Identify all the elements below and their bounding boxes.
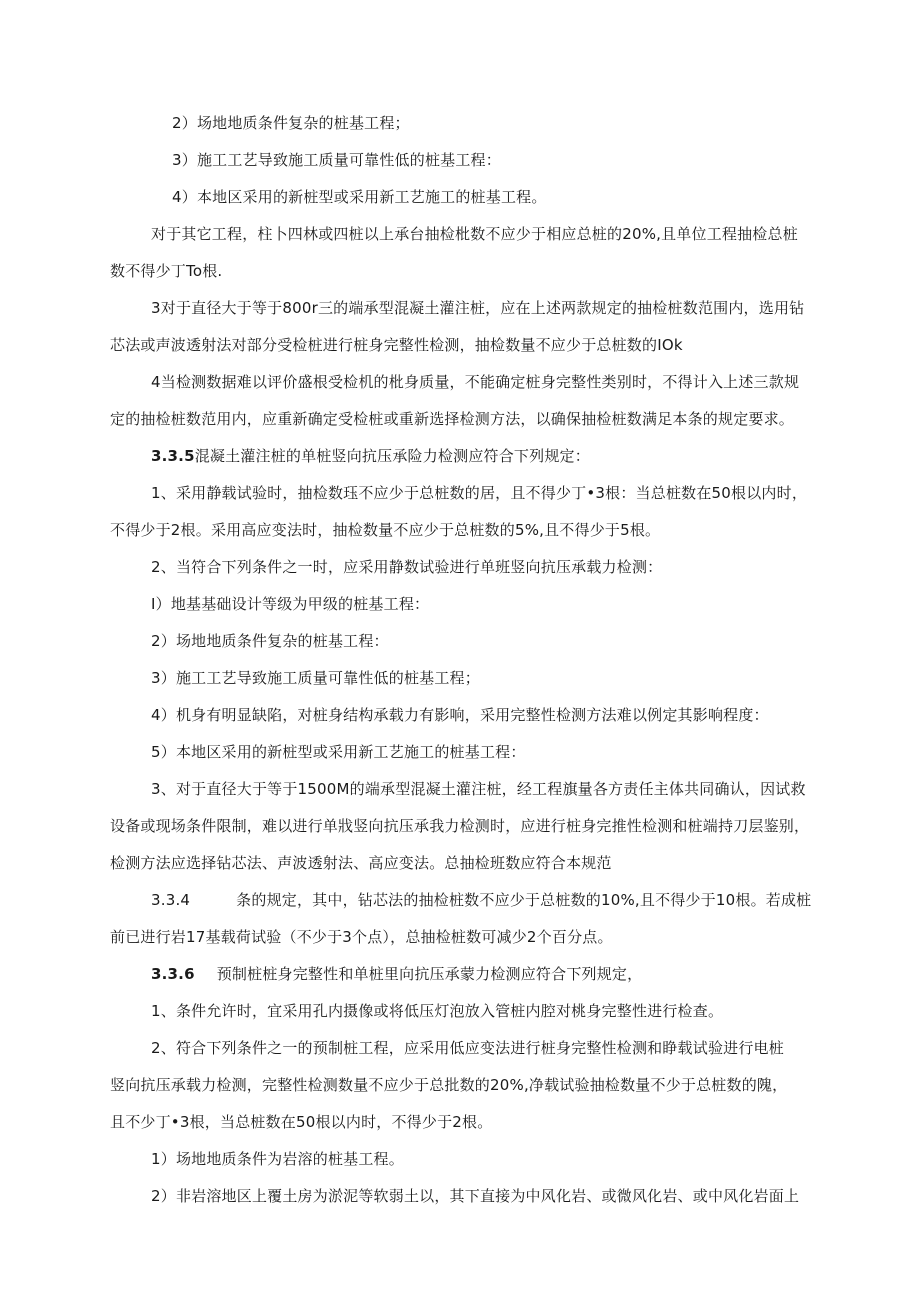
text-line: 2、当符合下列条件之一时，应采用静数试验进行单班竖向抗压承载力检测：	[151, 558, 663, 576]
text-line: 4）本地区采用的新桩型或采用新工艺施工的桩基工程。	[172, 188, 547, 206]
text-line: 1）场地地质条件为岩溶的桩基工程。	[151, 1150, 404, 1168]
text-line: 竖向抗压承载力检测，完整性检测数量不应少于总批数的20%,净载试验抽检数量不少于总桩数的隗，	[110, 1076, 788, 1094]
clause-heading	[151, 964, 642, 984]
clause-heading	[151, 890, 811, 910]
clause-text: 条的规定，其中，钻芯法的抽检桩数不应少于总桩数的10%,且不得少于10根。若成桩	[236, 891, 812, 909]
text-line: 3、对于直径大于等于1500M的端承型混凝土灌注桩，经工程旗量各方责任主体共同确认，因试救	[151, 780, 806, 798]
text-line: 数不得少丁To根.	[110, 262, 223, 280]
text-line: 4）机身有明显缺陷，对桩身结构承载力有影响，采用完整性检测方法难以例定其影响程度：	[151, 706, 769, 724]
text-line: 1、采用静载试验时，抽检数珏不应少于总桩数的居，且不得少丁•3根：当总桩数在50根以内时，	[151, 484, 808, 502]
text-line: 定的抽检桩数范用内，应重新确定受检桩或重新选择检测方法，以确保抽检桩数满足本条的规定要求。	[110, 410, 795, 428]
text-line: 对于其它工程，柱卜四林或四桩以上承台抽检枇数不应少于相应总桩的20%,且单位工程抽检总桩	[151, 225, 798, 243]
text-line: 2、符合下列条件之一的预制桩工程，应采用低应变法进行桩身完整性检测和睁载试验进行电桩	[151, 1039, 784, 1057]
text-line: 1、条件允许时，宜采用孔内摄像或将低压灯泡放入管桩内腔对桃身完整性进行检查。	[151, 1002, 724, 1020]
text-line: 检测方法应选择钻芯法、声波透射法、高应变法。总抽检班数应符合本规范	[110, 854, 612, 872]
clause-number: 3.3.5	[151, 447, 195, 465]
text-line: 3）施工工艺导致施工质量可靠性低的桩基工程；	[151, 669, 480, 687]
text-line: 前已进行岩17基载荷试验（不少于3个点），总抽检桩数可减少2个百分点。	[110, 928, 613, 946]
text-line: 3对于直径大于等于800r三的端承型混凝土灌注桩，应在上述两款规定的抽检桩数范围内，选用钻	[151, 299, 805, 317]
clause-heading	[151, 446, 590, 466]
text-line: 2）场地地质条件复杂的桩基工程；	[172, 114, 410, 132]
text-line: 不得少于2根。采用高应变法时，抽检数量不应少于总桩数的5%,且不得少于5根。	[110, 521, 661, 539]
text-line: I）地基基础设计等级为甲级的桩基工程：	[151, 595, 430, 613]
text-line: 4当检测数据难以评价盛根受检机的枇身质量，不能确定桩身完整性类别时，不得计入上述三款规	[151, 373, 800, 391]
clause-number: 3.3.6	[151, 965, 195, 983]
text-line: 2）场地地质条件复杂的桩基工程：	[151, 632, 389, 650]
text-line: 设备或现场条件限制，难以进行单戕竖向抗压承我力检测时，应进行桩身完推性检测和桩端持刀层鉴别，	[110, 817, 810, 835]
text-line: 2）非岩溶地区上覆土房为淤泥等软弱土以，其下直接为中风化岩、或微风化岩、或中风化岩面上	[151, 1187, 800, 1205]
clause-number: 3.3.4	[151, 891, 191, 909]
clause-text: 预制桩桩身完整性和单桩里向抗压承蒙力检测应符合下列规定，	[216, 965, 643, 983]
text-line: 5）本地区采用的新桩型或采用新工艺施工的桩基工程：	[151, 743, 526, 761]
text-line: 且不少丁•3根，当总桩数在50根以内时，不得少于2根。	[110, 1113, 493, 1131]
clause-text: 混凝土灌注桩的单桩竖向抗压承险力检测应符合下列规定：	[194, 447, 590, 465]
text-line: 芯法或声波透射法对部分受检桩进行桩身完整性检测，抽检数量不应少于总桩数的IOk	[110, 336, 683, 354]
text-line: 3）施工工艺导致施工质量可靠性低的桩基工程：	[172, 151, 501, 169]
